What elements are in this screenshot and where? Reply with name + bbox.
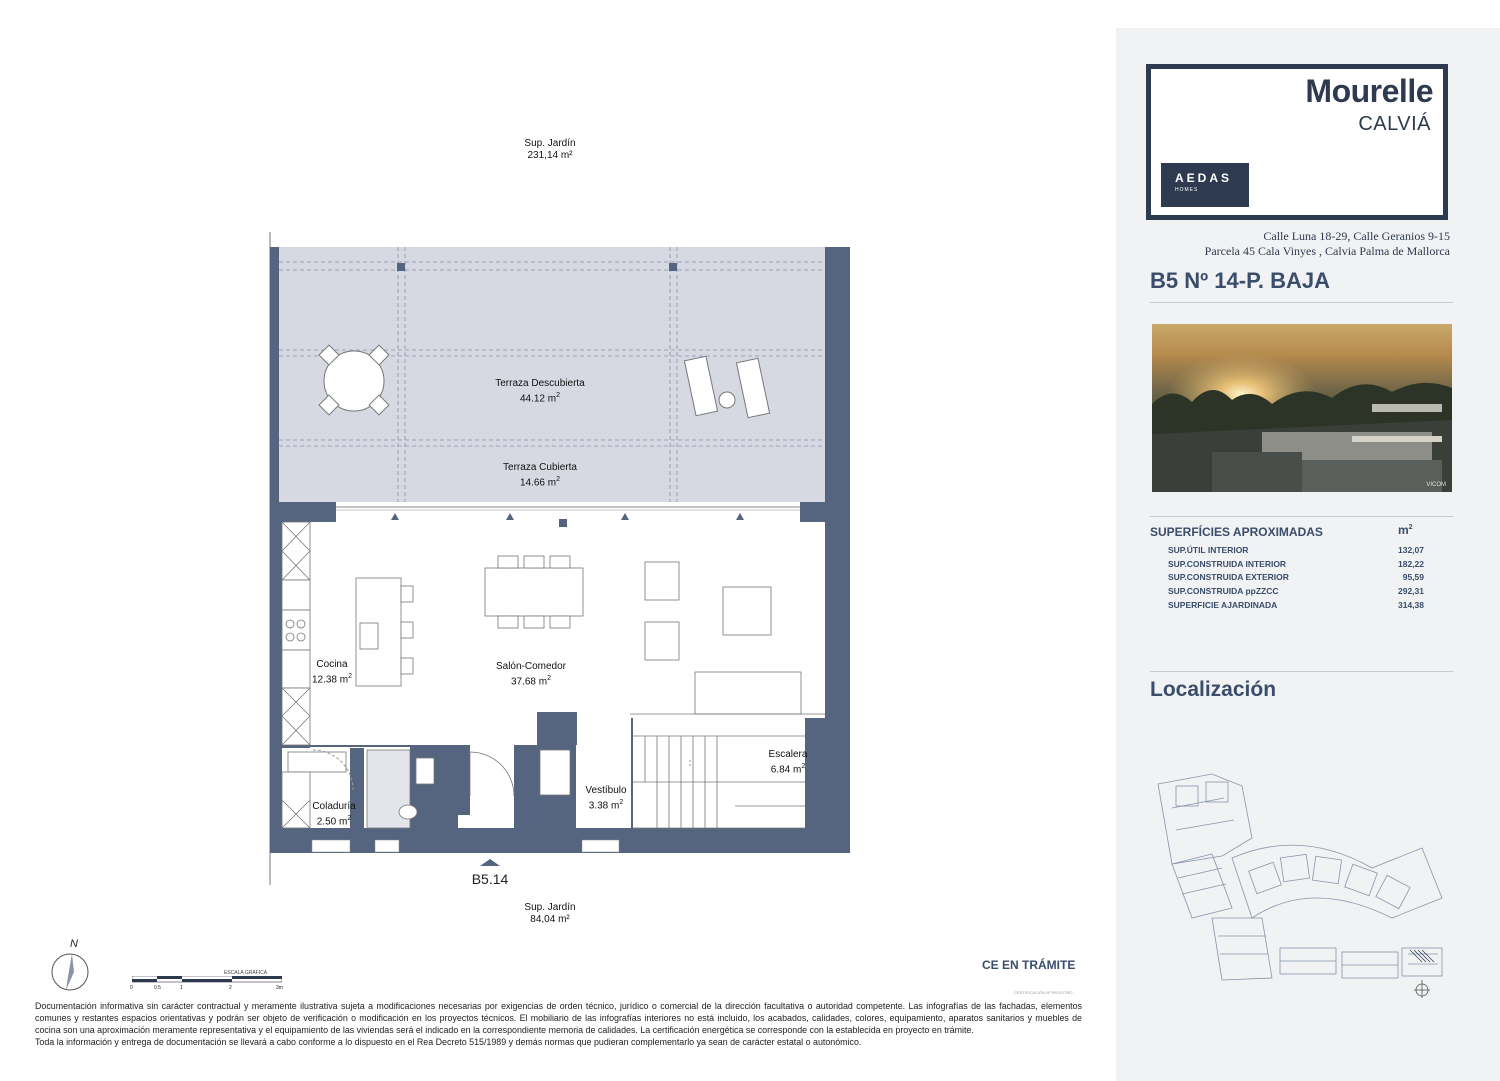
surface-row: SUP.CONSTRUIDA ppZZCC 292,31 [1168, 586, 1424, 596]
room-terraza-descubierta: Terraza Descubierta 44.12 $m^2$ [495, 378, 585, 405]
map-north-icon [1414, 980, 1430, 998]
surfaces-title: SUPERFÍCIES APROXIMADAS [1150, 525, 1323, 539]
rendering-photo [1152, 324, 1452, 492]
developer-logo [1161, 163, 1249, 207]
surface-row: SUP.CONSTRUIDA INTERIOR 182,22 [1168, 559, 1424, 569]
brand-location: CALVIÁ [1358, 113, 1431, 135]
compass-icon [50, 952, 90, 992]
scale-tick: 0.5 [154, 985, 161, 991]
scale-graphic [132, 976, 282, 984]
sunset-rendering-image [1152, 324, 1452, 492]
surface-row: SUPERFICIE AJARDINADA 314,38 [1168, 600, 1424, 610]
north-arrow [48, 938, 92, 994]
room-coladuria: Coladuría 2.50 $m^2$ [312, 801, 356, 828]
brand-logo-box [1146, 64, 1448, 220]
surface-row: SUP.CONSTRUIDA EXTERIOR 95,59 [1168, 572, 1424, 582]
scale-title: ESCALA GRÁFICA [224, 970, 268, 976]
unit-marker: B5.14 [471, 871, 509, 887]
scale-tick: 3m [276, 985, 283, 991]
garden-top-label: Sup. Jardín 231,14 m² [524, 138, 576, 161]
disclaimer-text-2: Toda la información y entrega de documentación se llevará a cabo conforme a lo dispuesto en el Rea Decreto 515/1989 y demás normas que pudieran complementarlo ya sean de carácter estatal o autonómico. [35, 1037, 862, 1047]
energy-status: CE EN TRÁMITE [982, 958, 1076, 972]
developer-name: AEDAS [1175, 171, 1233, 185]
divider [1150, 302, 1453, 303]
divider [1150, 671, 1453, 672]
garden-bottom-label: Sup. Jardín 84,04 m² [524, 902, 576, 925]
room-vestibulo: Vestíbulo 3.38 $m^2$ [585, 785, 627, 812]
surfaces-unit: $m^2$ [1398, 523, 1413, 537]
photo-credit: VICOM [1426, 482, 1446, 488]
scale-tick: 2 [229, 985, 232, 991]
scale-bar [128, 970, 288, 996]
energy-sub: CERTIFICACIÓN Nº REGISTRO [1014, 990, 1073, 995]
info-sidebar [1116, 28, 1500, 1081]
disclaimer-text: Documentación informativa sin carácter contractual y meramente ilustrativa sujeta a modificaciones necesarias por exigencias de orden técnico, jurídico o comercial de la dirección facultativa o autoridad competente. Las infografías de las fachadas, elementos comunes y restantes espacios orientativas y podrán ser objeto de verificación o modificación en los proyectos técnicos. El mobiliario de las infografías interiores no está incluido, los acabados, calidades, colores, equipamiento, aparatos sanitarios y muebles de cocina son una aproximación meramente representativa y el equipamiento de las viviendas será el indicado en la correspondiente memoria de calidades. La certificación energética se corresponde con la establecida en proyecto en trámite. [35, 1001, 1082, 1035]
brand-name: Mourelle [1305, 73, 1433, 109]
room-terraza-cubierta: Terraza Cubierta 14.66 $m^2$ [503, 462, 577, 489]
surface-row: SUP.ÚTIL INTERIOR 132,07 [1168, 545, 1424, 555]
site-map [1152, 768, 1452, 998]
scale-tick: 0 [130, 985, 133, 991]
north-letter: N [70, 938, 78, 950]
room-cocina: Cocina 12.38 $m^2$ [311, 659, 353, 686]
address-line-1: Calle Luna 18-29, Calle Geranios 9-15 [1263, 229, 1450, 243]
disclaimer [35, 1000, 1082, 1048]
room-escalera: Escalera 6.84 $m^2$ [768, 749, 808, 776]
developer-sub: HOMES [1175, 187, 1199, 193]
location-title: Localización [1150, 678, 1277, 701]
address-line-2: Parcela 45 Cala Vinyes , Calvia Palma de Mallorca [1204, 244, 1450, 258]
room-salon-comedor: Salón-Comedor 37.68 $m^2$ [495, 661, 567, 688]
divider [1150, 516, 1453, 517]
scale-tick: 1 [180, 985, 183, 991]
unit-title: B5 Nº 14-P. BAJA [1150, 268, 1331, 293]
